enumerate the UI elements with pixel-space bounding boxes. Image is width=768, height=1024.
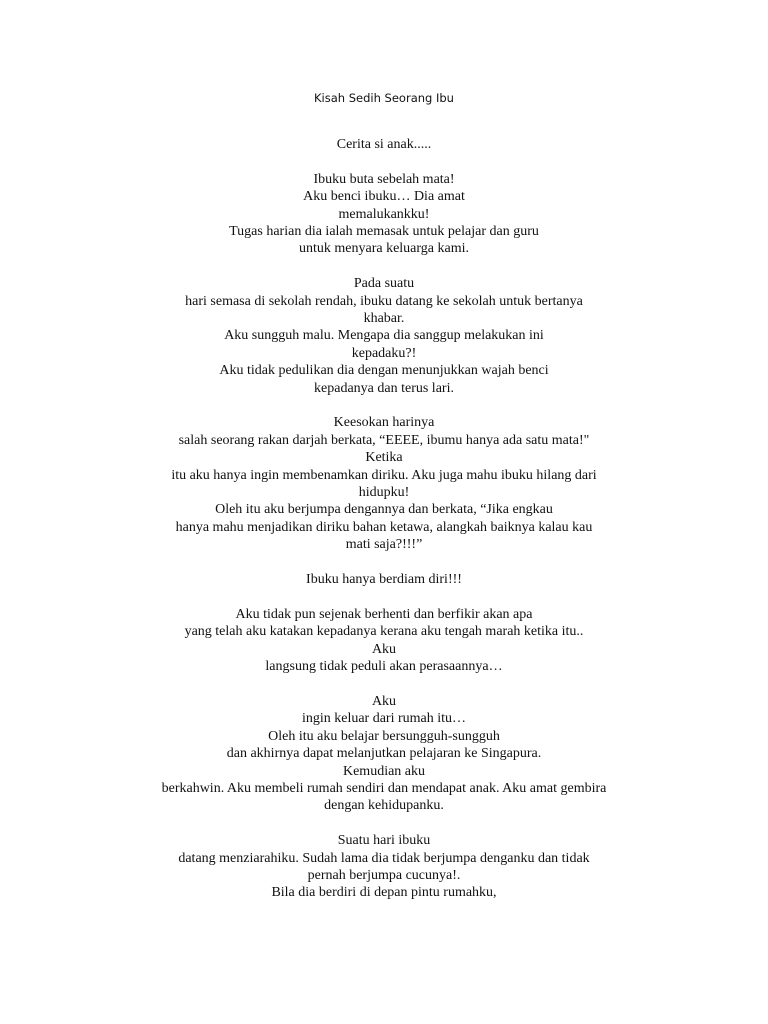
text-line: dengan kehidupanku. bbox=[324, 798, 444, 814]
text-line: itu aku hanya ingin membenamkan diriku. Aku juga mahu ibuku hilang dari bbox=[171, 467, 597, 483]
text-line: pernah berjumpa cucunya!. bbox=[307, 867, 461, 883]
paragraph-gap bbox=[100, 397, 668, 414]
text-line: berkahwin. Aku membeli rumah sendiri dan mendapat anak. Aku amat gembira bbox=[161, 780, 607, 796]
text-line: langsung tidak peduli akan perasaannya… bbox=[265, 659, 503, 675]
text-line: hari semasa di sekolah rendah, ibuku datang ke sekolah untuk bertanya bbox=[185, 293, 583, 309]
story-paragraph bbox=[100, 414, 668, 553]
text-line: salah seorang rakan darjah berkata, “EEEE, ibumu hanya ada satu mata!" bbox=[178, 432, 590, 448]
text-line: Aku bbox=[371, 641, 397, 657]
text-line: mati saja?!!!” bbox=[345, 537, 423, 553]
text-line: Keesokan harinya bbox=[333, 415, 435, 431]
paragraph-gap bbox=[100, 815, 668, 832]
text-line: Tugas harian dia ialah memasak untuk pelajar dan guru bbox=[229, 224, 539, 240]
text-line: yang telah aku katakan kepadanya kerana aku tengah marah ketika itu.. bbox=[184, 624, 584, 640]
text-line: Ibuku buta sebelah mata! bbox=[313, 171, 455, 187]
text-line: datang menziarahiku. Sudah lama dia tidak berjumpa denganku dan tidak bbox=[178, 850, 590, 866]
text-line: untuk menyara keluarga kami. bbox=[298, 241, 470, 257]
paragraph-gap bbox=[100, 153, 668, 170]
text-line: Ibuku hanya berdiam diri!!! bbox=[306, 572, 462, 588]
story-paragraph bbox=[100, 693, 668, 815]
story-paragraph bbox=[100, 136, 668, 153]
text-line: Aku tidak pedulikan dia dengan menunjukkan wajah benci bbox=[219, 363, 549, 379]
text-line: Kemudian aku bbox=[342, 763, 426, 779]
story-paragraph bbox=[100, 571, 668, 588]
document-title: Kisah Sedih Seorang Ibu bbox=[314, 91, 454, 105]
text-line: ingin keluar dari rumah itu… bbox=[301, 711, 467, 727]
text-line: Ketika bbox=[365, 450, 403, 466]
text-line: memalukankku! bbox=[338, 206, 430, 222]
text-line: Suatu hari ibuku bbox=[337, 833, 431, 849]
text-line: Oleh itu aku belajar bersungguh-sungguh bbox=[268, 728, 500, 744]
text-line: dan akhirnya dapat melanjutkan pelajaran ke Singapura. bbox=[226, 746, 542, 762]
text-line: Aku bbox=[371, 693, 397, 709]
text-line: Oleh itu aku berjumpa dengannya dan berkata, “Jika engkau bbox=[215, 502, 553, 518]
text-line: Aku sungguh malu. Mengapa dia sanggup melakukan ini bbox=[224, 328, 544, 344]
paragraph-gap bbox=[100, 589, 668, 606]
story-body bbox=[100, 136, 668, 902]
text-line: Aku tidak pun sejenak berhenti dan berfikir akan apa bbox=[235, 606, 533, 622]
text-line: kepadaku?! bbox=[351, 345, 417, 361]
text-line: Pada suatu bbox=[353, 276, 415, 292]
text-line: kepadanya dan terus lari. bbox=[314, 380, 454, 396]
story-paragraph bbox=[100, 606, 668, 676]
text-line: Bila dia berdiri di depan pintu rumahku, bbox=[271, 885, 497, 901]
story-paragraph bbox=[100, 275, 668, 397]
paragraph-gap bbox=[100, 258, 668, 275]
paragraph-gap bbox=[100, 554, 668, 571]
text-line: khabar. bbox=[363, 311, 405, 327]
text-line: Cerita si anak..... bbox=[336, 137, 432, 152]
text-line: Aku benci ibuku… Dia amat bbox=[303, 189, 465, 205]
story-paragraph bbox=[100, 832, 668, 902]
story-paragraph bbox=[100, 171, 668, 258]
text-line: hidupku! bbox=[358, 485, 410, 501]
text-line: hanya mahu menjadikan diriku bahan ketawa, alangkah baiknya kalau kau bbox=[175, 519, 593, 535]
paragraph-gap bbox=[100, 676, 668, 693]
